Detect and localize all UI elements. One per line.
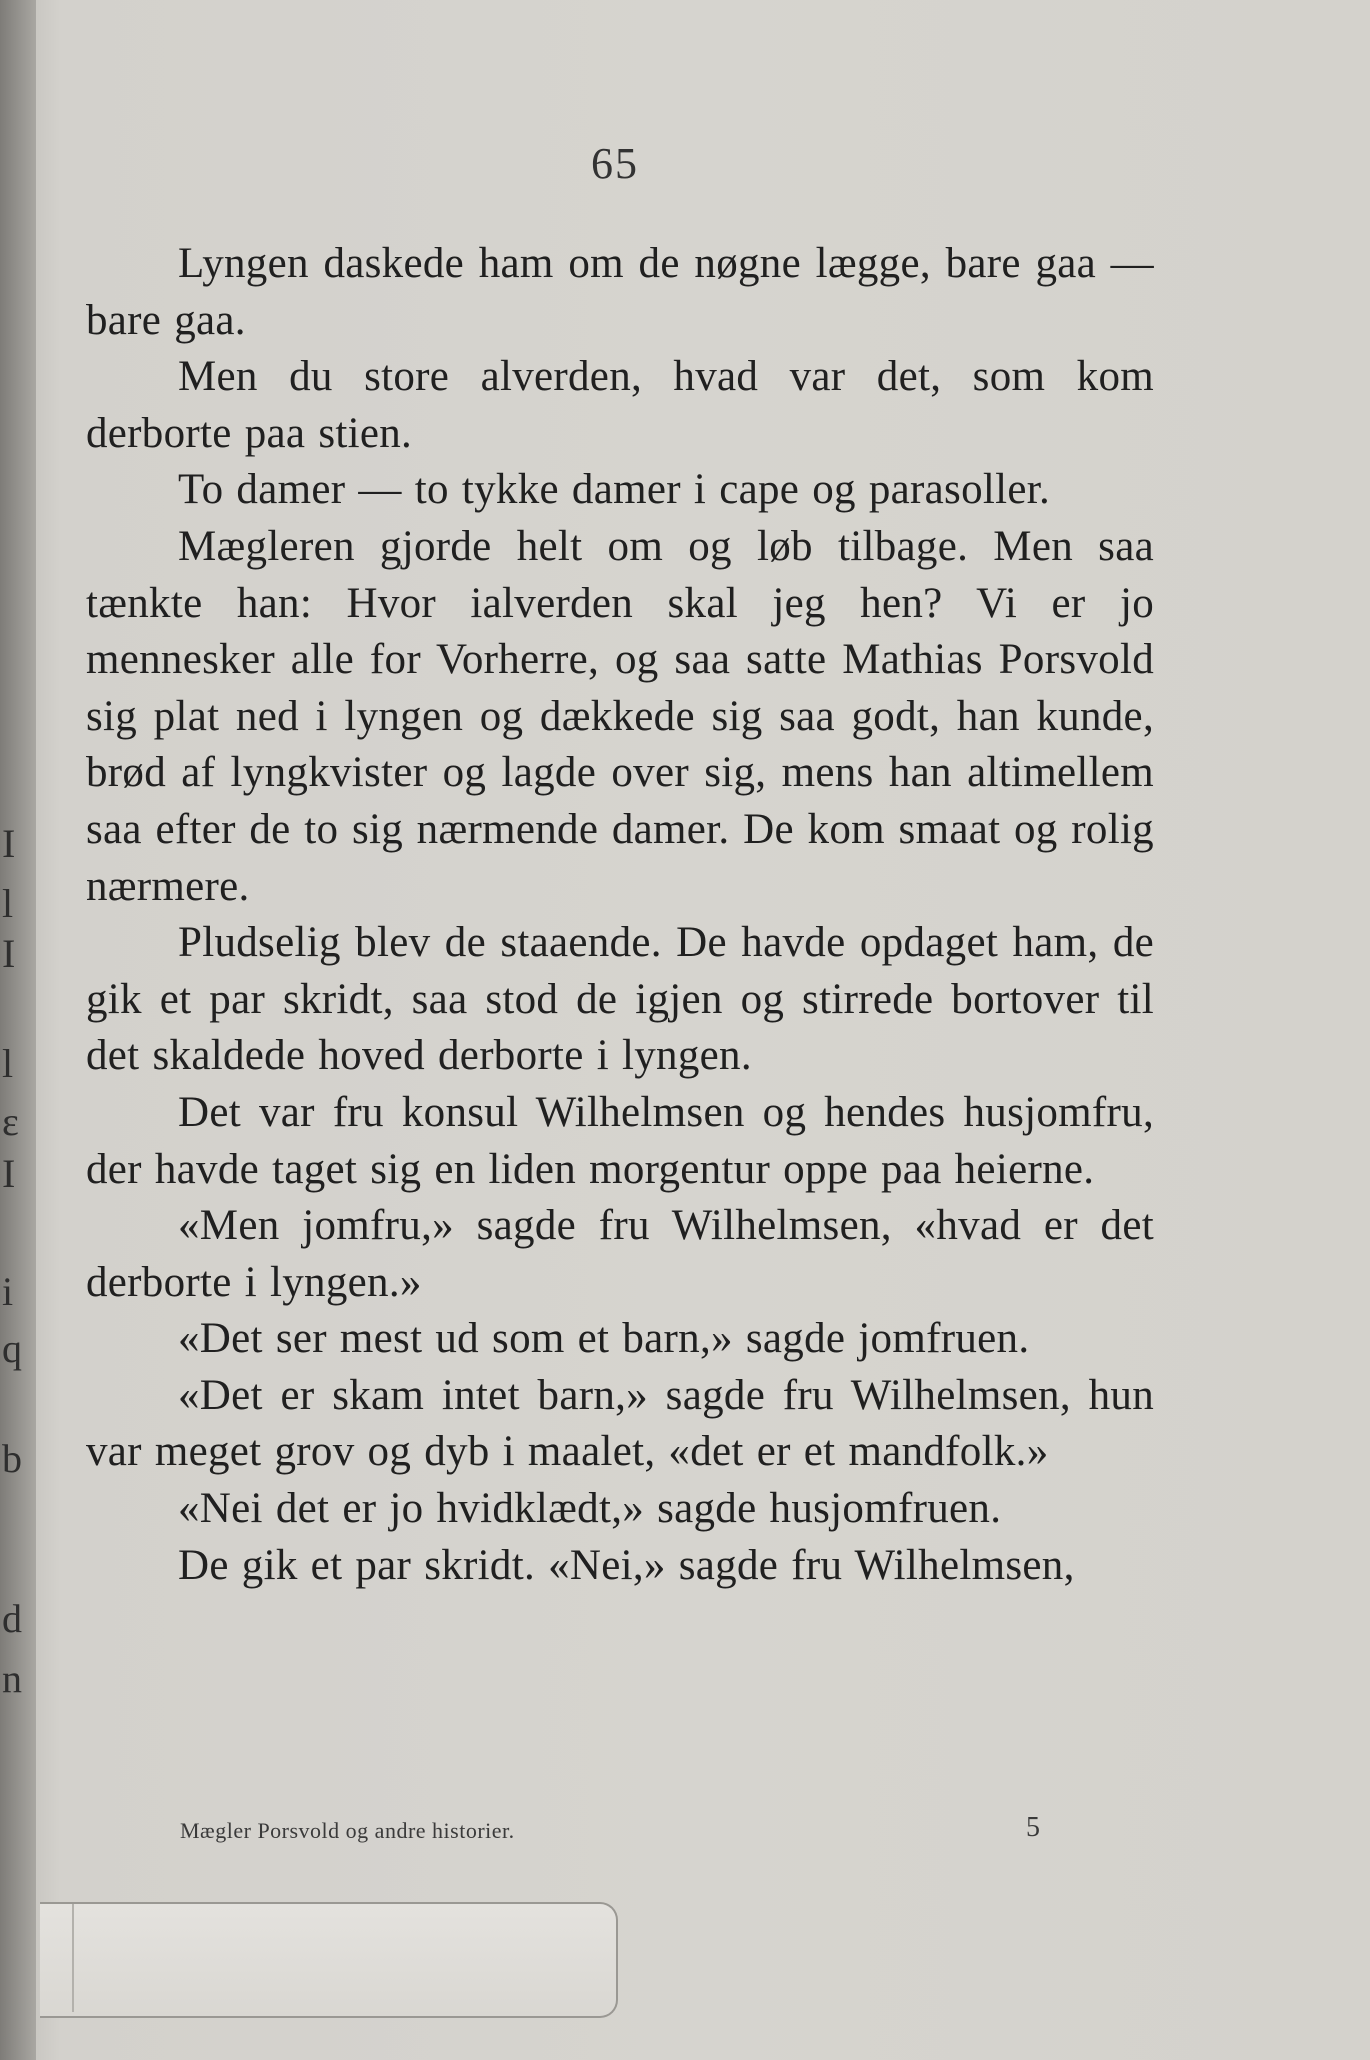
margin-mark: I [2,1151,16,1196]
paragraph: «Det ser mest ud som et barn,» sagde jomfruen. [178,1315,1030,1363]
signature-mark: 5 [1026,1812,1040,1843]
margin-mark: I [2,821,16,866]
margin-mark: d [2,1596,22,1641]
margin-mark: l [2,1041,14,1086]
paragraph: De gik et par skridt. «Nei,» sagde fru Wilhelmsen, [178,1541,1075,1589]
paragraph: Men du store alverden, hvad var det, som kom derborte paa stien. [86,353,1154,457]
paragraph: Lyngen daskede ham om de nøgne lægge, bare gaa — bare gaa. [86,240,1154,344]
bookmark-tab [40,1902,618,2018]
page-number: 65 [591,139,639,188]
margin-mark: l [2,881,14,926]
paragraph: «Men jomfru,» sagde fru Wilhelmsen, «hvad er det derborte i lyngen.» [86,1202,1154,1306]
margin-mark: ε [2,1099,19,1144]
margin-mark: i [2,1269,14,1314]
adjacent-page-letter-fragments [0,0,30,1700]
paragraph: To damer — to tykke damer i cape og parasoller. [178,466,1051,514]
paragraph: «Nei det er jo hvidklædt,» sagde husjomfruen. [178,1485,1002,1533]
bookmark-tab-fold [72,1904,74,2012]
paragraph: Mægleren gjorde helt om og løb tilbage. Men saa tænkte han: Hvor ialverden skal jeg hen? Vi er jo mennesker alle for Vorherre, og saa satte Mathias Porsvold sig plat ned i lyngen og dækkede sig saa godt, han kunde, brød af lyngkvister og lagde over sig, mens han altimellem saa efter de to sig nærmende damer. De kom smaat og rolig nærmere. [86,522,1154,910]
body-text [86,236,1154,1594]
margin-mark: n [2,1656,22,1701]
margin-mark: b [2,1436,22,1481]
paragraph: Det var fru konsul Wilhelmsen og hendes husjomfru, der havde taget sig en liden morgentur oppe paa heierne. [86,1088,1154,1193]
margin-mark: q [2,1326,22,1371]
paragraph: «Det er skam intet barn,» sagde fru Wilhelmsen, hun var meget grov og dyb i maalet, «det er et mandfolk.» [86,1371,1154,1476]
paragraph: Pludselig blev de staaende. De havde opdaget ham, de gik et par skridt, saa stod de igjen og stirrede bortover til det skaldede hoved derborte i lyngen. [86,919,1154,1080]
book-title-footer: Mægler Porsvold og andre historier. [180,1818,515,1843]
margin-mark: I [2,931,16,976]
